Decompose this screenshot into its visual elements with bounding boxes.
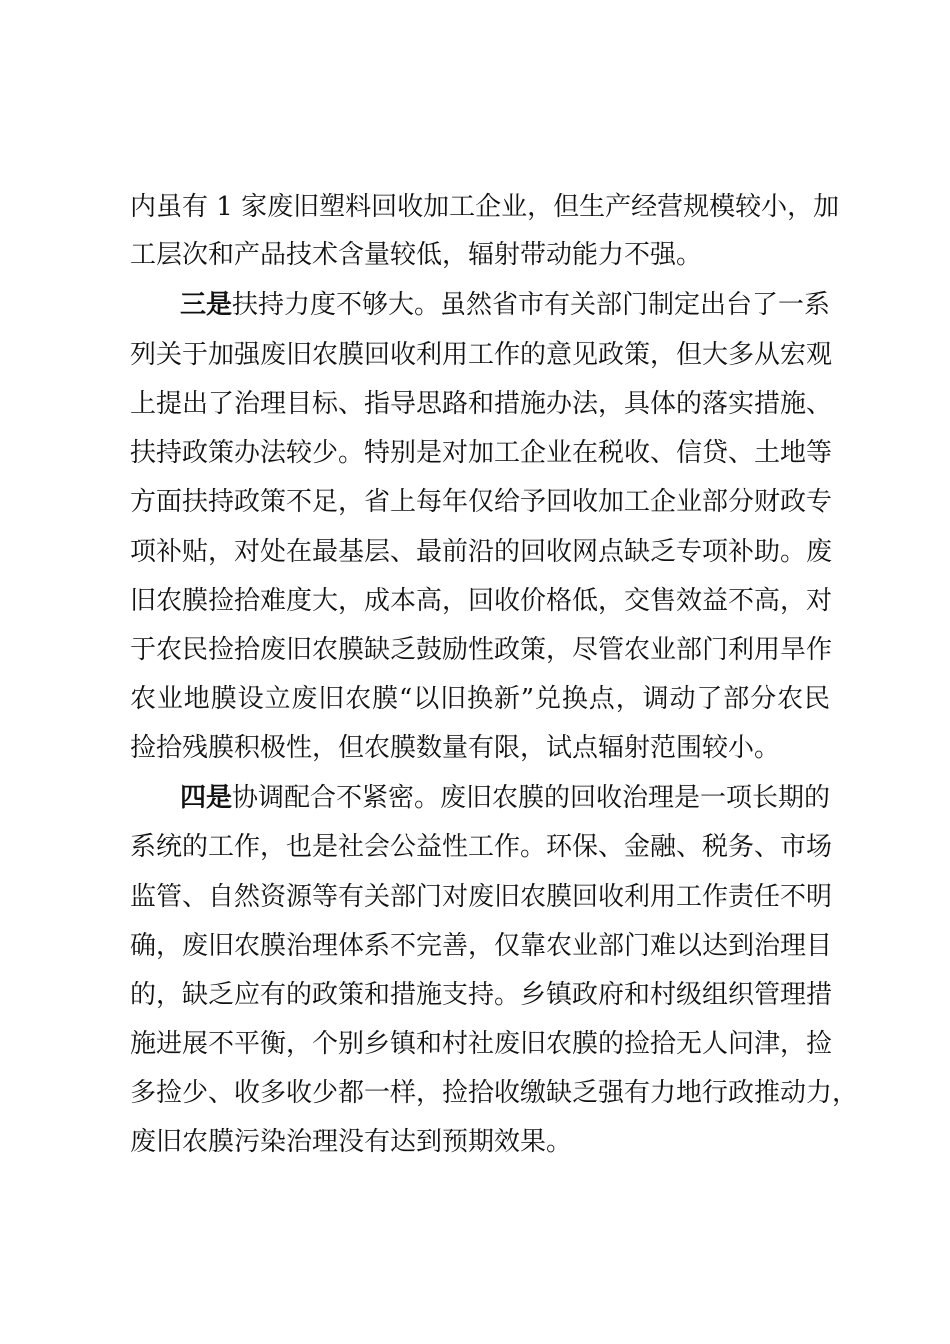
paragraph-1-line-2: 工层次和产品技术含量较低，辐射带动能力不强。 — [130, 240, 703, 270]
paragraph-3-line-3: 监管、自然资源等有关部门对废旧农膜回收利用工作责任不明 — [130, 882, 833, 912]
paragraph-2-line-8: 于农民捡拾废旧农膜缺乏鼓励性政策，尽管农业部门利用旱作 — [130, 635, 833, 665]
paragraph-2-line-10: 捡拾残膜积极性，但农膜数量有限，试点辐射范围较小。 — [130, 733, 781, 763]
paragraph-3-line-1-text: 协调配合不紧密。废旧农膜的回收治理是一项长期的 — [232, 783, 831, 813]
paragraph-3-line-4: 确，废旧农膜治理体系不完善，仅靠农业部门难以达到治理目 — [130, 931, 833, 961]
paragraph-2-line-1 — [180, 287, 830, 323]
paragraph-2-line-9: 农业地膜设立废旧农膜“以旧换新”兑换点，调动了部分农民 — [130, 684, 830, 714]
paragraph-2-line-4: 扶持政策办法较少。特别是对加工企业在税收、信贷、土地等 — [130, 438, 833, 468]
paragraph-3-line-5: 的，缺乏应有的政策和措施支持。乡镇政府和村级组织管理措 — [130, 980, 833, 1010]
paragraph-3-line-8: 废旧农膜污染治理没有达到预期效果。 — [130, 1127, 573, 1157]
paragraph-2-line-2: 列关于加强废旧农膜回收利用工作的意见政策，但大多从宏观 — [130, 340, 833, 370]
paragraph-2-line-6: 项补贴，对处在最基层、最前沿的回收网点缺乏专项补助。废 — [130, 537, 833, 567]
paragraph-3-line-1 — [180, 780, 830, 816]
paragraph-2-line-1-text: 扶持力度不够大。虽然省市有关部门制定出台了一系 — [232, 290, 831, 320]
paragraph-2-line-5: 方面扶持政策不足，省上每年仅给予回收加工企业部分财政专 — [130, 487, 833, 517]
paragraph-2-lead: 三是 — [180, 290, 233, 320]
paragraph-3-lead: 四是 — [180, 783, 233, 813]
paragraph-3-line-6: 施进展不平衡，个别乡镇和村社废旧农膜的捡拾无人问津，捡 — [130, 1029, 833, 1059]
paragraph-3-line-7: 多捡少、收多收少都一样，捡拾收缴缺乏强有力地行政推动力， — [130, 1078, 859, 1108]
paragraph-1-line-1: 内虽有 1 家废旧塑料回收加工企业，但生产经营规模较小，加 — [130, 192, 840, 222]
paragraph-3-line-2: 系统的工作，也是社会公益性工作。环保、金融、税务、市场 — [130, 832, 833, 862]
paragraph-2-line-7: 旧农膜捡拾难度大，成本高，回收价格低，交售效益不高，对 — [130, 586, 833, 616]
paragraph-2-line-3: 上提出了治理目标、指导思路和措施办法，具体的落实措施、 — [130, 389, 833, 419]
